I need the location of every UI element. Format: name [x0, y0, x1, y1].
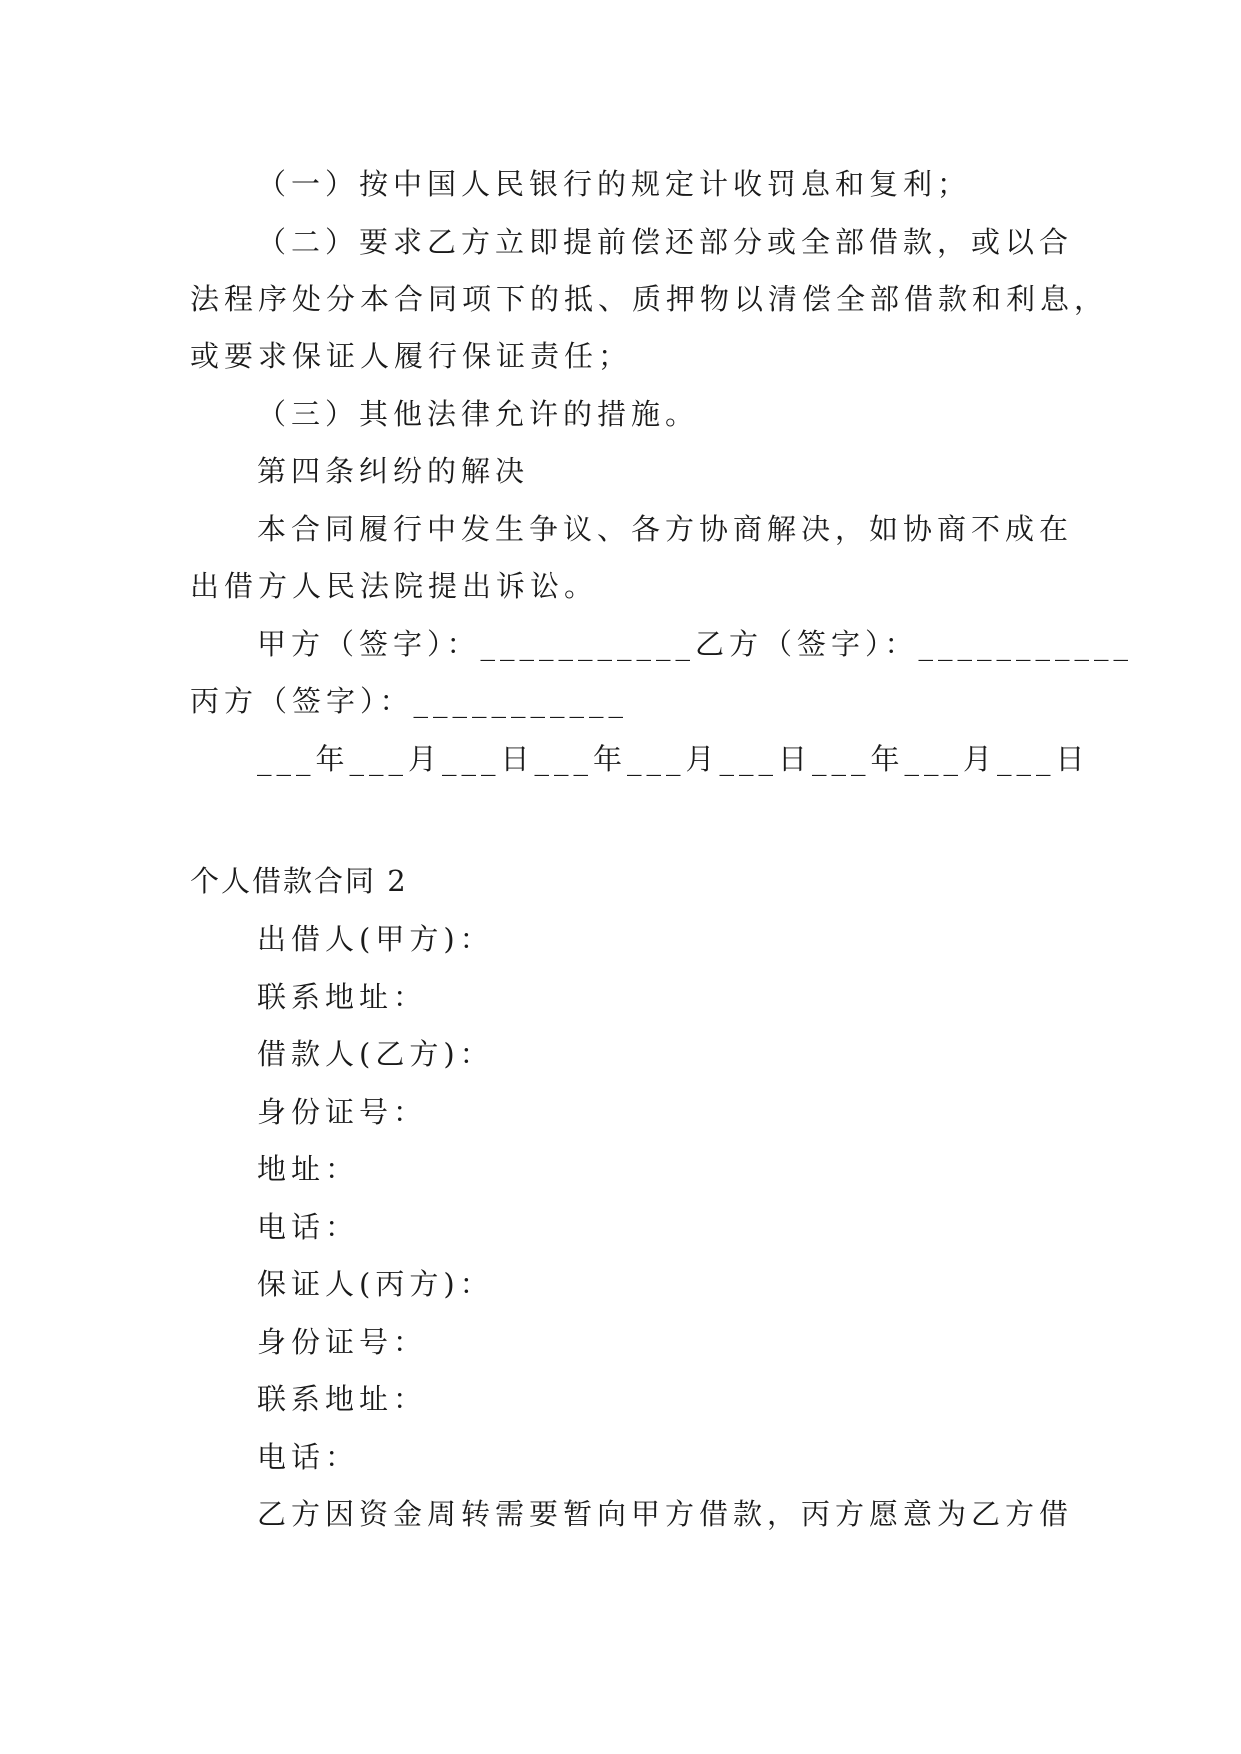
section-title: 个人借款合同 2	[190, 864, 408, 898]
signature-line-1: 甲方（签字）：___________乙方（签字）：___________	[257, 627, 1134, 661]
signature-line-2: 丙方（签字）：___________	[190, 684, 629, 718]
field-guarantor-phone: 电话：	[257, 1440, 360, 1474]
clause-item-2-line-3: 或要求保证人履行保证责任；	[190, 339, 633, 373]
dispute-paragraph-line-1: 本合同履行中发生争议、各方协商解决，如协商不成在	[257, 512, 1074, 546]
field-lender-address: 联系地址：	[257, 980, 428, 1014]
field-guarantor: 保证人(丙方)：	[257, 1267, 494, 1301]
field-borrower: 借款人(乙方)：	[257, 1037, 494, 1071]
closing-paragraph-line: 乙方因资金周转需要暂向甲方借款，丙方愿意为乙方借	[257, 1497, 1074, 1531]
dispute-paragraph-line-2: 出借方人民法院提出诉讼。	[190, 569, 599, 603]
field-guarantor-address: 联系地址：	[257, 1382, 428, 1416]
clause-item-2-line-2: 法程序处分本合同项下的抵、质押物以清偿全部借款和利息，	[190, 282, 1109, 316]
field-lender: 出借人(甲方)：	[257, 922, 494, 956]
clause-item-2-line-1: （二）要求乙方立即提前偿还部分或全部借款，或以合	[257, 225, 1074, 259]
field-guarantor-id: 身份证号：	[257, 1325, 428, 1359]
field-borrower-id: 身份证号：	[257, 1095, 428, 1129]
clause-item-3: （三）其他法律允许的措施。	[257, 397, 700, 431]
date-line: ___年___月___日___年___月___日___年___月___日	[257, 742, 1090, 776]
field-borrower-phone: 电话：	[257, 1210, 360, 1244]
field-borrower-address: 地址：	[257, 1152, 360, 1186]
clause-item-1: （一）按中国人民银行的规定计收罚息和复利；	[257, 167, 972, 201]
article-heading: 第四条纠纷的解决	[257, 454, 530, 488]
